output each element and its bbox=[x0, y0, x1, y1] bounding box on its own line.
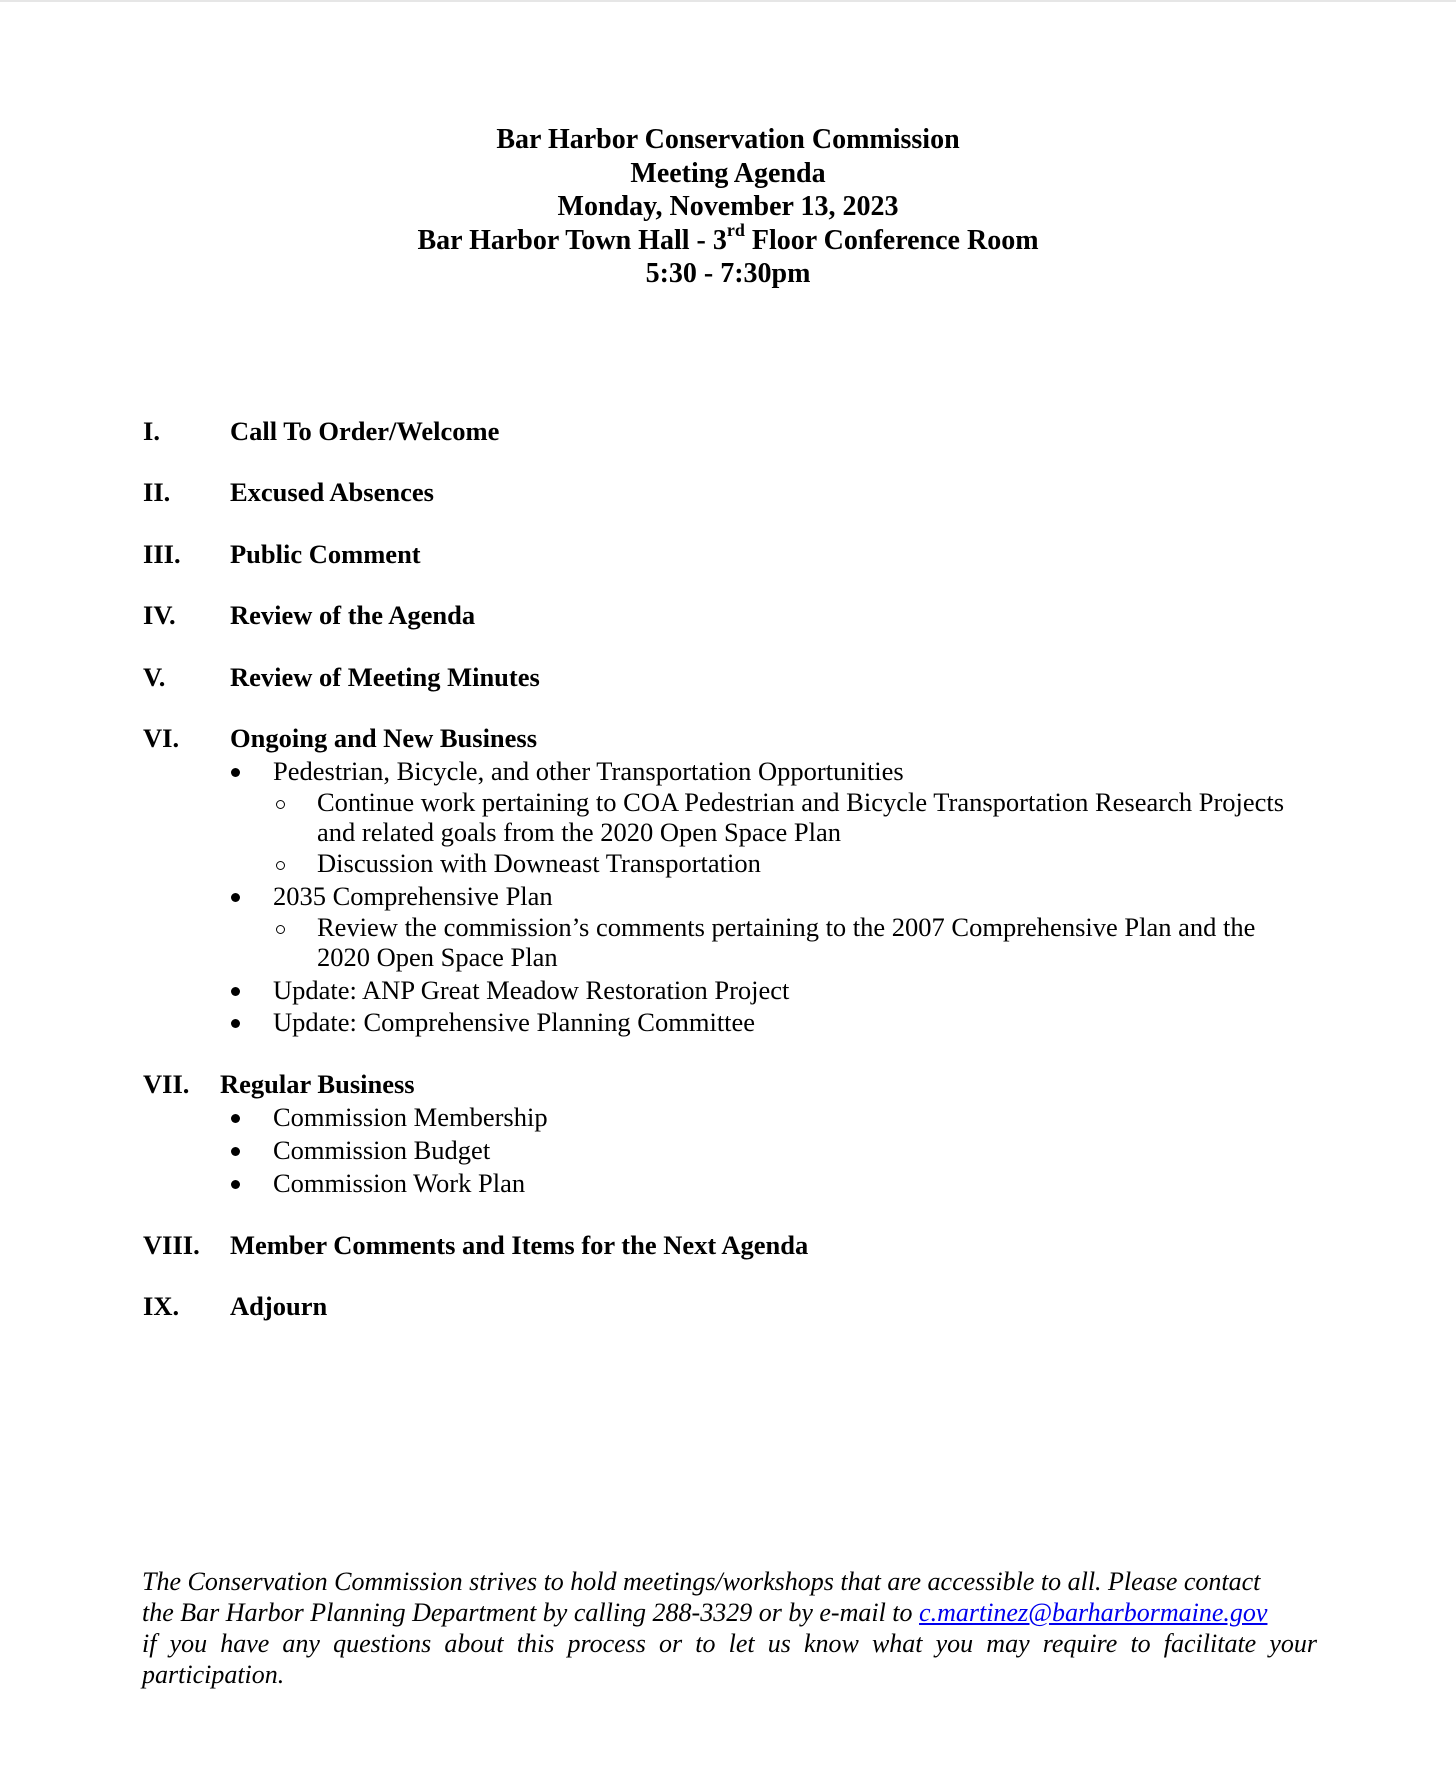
bullet-icon bbox=[231, 1019, 240, 1028]
note-line: the Bar Harbor Planning Department by calling 288-3329 or by e-mail to c.martinez@barharbormaine.gov bbox=[142, 1598, 1268, 1627]
bullet-icon bbox=[231, 893, 240, 902]
meeting-time: 5:30 - 7:30pm bbox=[645, 258, 811, 289]
sub-list-item: Continue work pertaining to COA Pedestrian and Bicycle Transportation Research Projects bbox=[317, 787, 1285, 817]
list-item: Commission Budget bbox=[273, 1135, 491, 1165]
note-line: if you have any questions about this process or to let us know what you may require to facilitate your bbox=[142, 1629, 1317, 1658]
meeting-date: Monday, November 13, 2023 bbox=[557, 191, 899, 222]
sub-list-item-continued: and related goals from the 2020 Open Space Plan bbox=[317, 817, 841, 847]
circle-bullet-icon bbox=[276, 861, 285, 870]
email-link[interactable]: c.martinez@barharbormaine.gov bbox=[919, 1598, 1268, 1627]
list-item: Pedestrian, Bicycle, and other Transportation Opportunities bbox=[273, 756, 904, 786]
list-item: Commission Work Plan bbox=[273, 1168, 526, 1198]
list-item: Commission Membership bbox=[273, 1102, 548, 1132]
accessibility-note bbox=[142, 1566, 1317, 1690]
sub-list-item: Discussion with Downeast Transportation bbox=[317, 848, 761, 878]
bullet-icon bbox=[231, 1180, 240, 1189]
circle-bullet-icon bbox=[276, 925, 285, 934]
bullet-icon bbox=[231, 987, 240, 996]
bullet-icon bbox=[231, 768, 240, 777]
bullet-icon bbox=[231, 1147, 240, 1156]
list-item: Update: ANP Great Meadow Restoration Project bbox=[273, 975, 790, 1005]
page-top-edge bbox=[0, 0, 1456, 2]
sub-list-item-continued: 2020 Open Space Plan bbox=[317, 942, 558, 972]
sub-list-item: Review the commission’s comments pertaining to the 2007 Comprehensive Plan and the bbox=[317, 912, 1256, 942]
doc-type: Meeting Agenda bbox=[630, 157, 826, 189]
list-item: 2035 Comprehensive Plan bbox=[273, 881, 553, 911]
circle-bullet-icon bbox=[276, 800, 285, 809]
agenda-header bbox=[0, 123, 1456, 291]
meeting-location: Bar Harbor Town Hall - 3rd Floor Conference Room bbox=[417, 220, 1039, 256]
note-line: The Conservation Commission strives to hold meetings/workshops that are accessible to all. Please contact bbox=[142, 1567, 1261, 1596]
note-line: participation. bbox=[142, 1660, 285, 1689]
org-name: Bar Harbor Conservation Commission bbox=[496, 124, 960, 155]
list-item: Update: Comprehensive Planning Committee bbox=[273, 1007, 756, 1037]
bullet-icon bbox=[231, 1114, 240, 1123]
